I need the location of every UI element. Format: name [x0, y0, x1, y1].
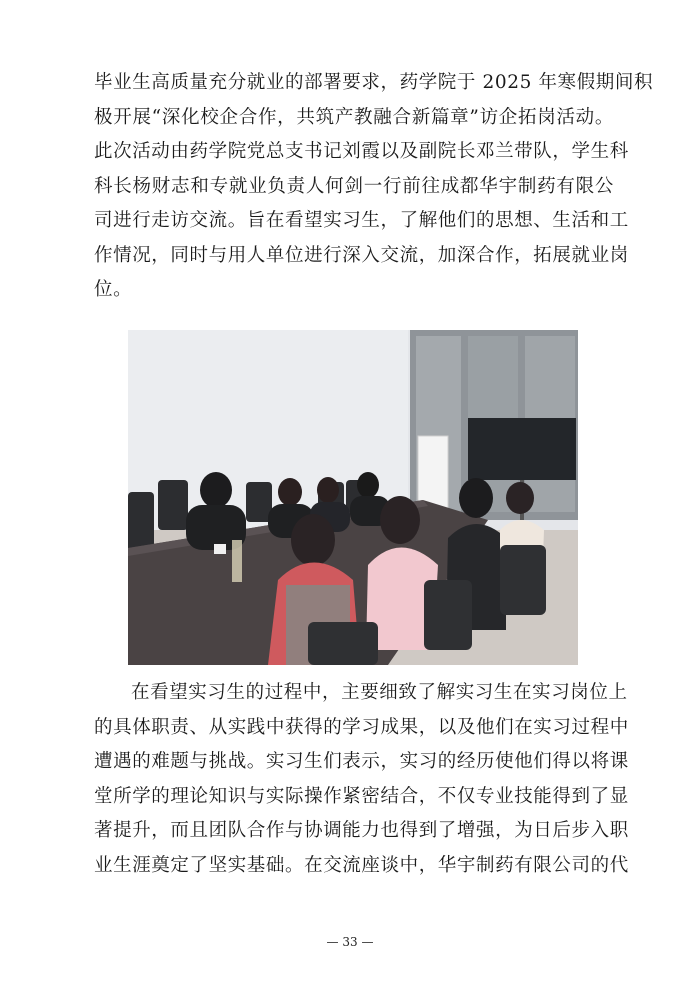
paragraph-line: 科长杨财志和专就业负责人何剑一行前往成都华宇制药有限公 — [94, 175, 614, 197]
page-number: — 33 — — [326, 935, 374, 949]
paragraph-line: 业生涯奠定了坚实基础。在交流座谈中，华宇制药有限公司的代 — [94, 854, 629, 876]
paragraph-line: 毕业生高质量充分就业的部署要求，药学院于 2025 年寒假期间积 — [94, 72, 654, 93]
paragraph-line: 极开展“深化校企合作，共筑产教融合新篇章”访企拓岗活动。 — [94, 106, 614, 128]
paragraph-line: 此次活动由药学院党总支书记刘霞以及副院长邓兰带队，学生科 — [94, 141, 629, 162]
paragraph-line: 著提升，而且团队合作与协调能力也得到了增强，为日后步入职 — [94, 820, 629, 841]
paragraph-line: 遭遇的难题与挑战。实习生们表示，实习的经历使他们得以将课 — [94, 751, 629, 772]
paragraph-line: 位。 — [94, 279, 133, 300]
paragraph-1 — [94, 66, 654, 308]
paragraph-line: 在看望实习生的过程中，主要细致了解实习生在实习岗位上 — [131, 682, 628, 703]
paragraph-line: 堂所学的理论知识与实际操作紧密结合，不仅专业技能得到了显 — [94, 785, 629, 807]
meeting-photo — [128, 330, 578, 665]
paragraph-line: 司进行走访交流。旨在看望实习生，了解他们的思想、生活和工 — [94, 210, 629, 231]
paragraph-line: 作情况，同时与用人单位进行深入交流，加深合作，拓展就业岗 — [94, 244, 629, 266]
paragraph-line: 的具体职责、从实践中获得的学习成果，以及他们在实习过程中 — [94, 716, 629, 738]
paragraph-2 — [94, 676, 629, 883]
